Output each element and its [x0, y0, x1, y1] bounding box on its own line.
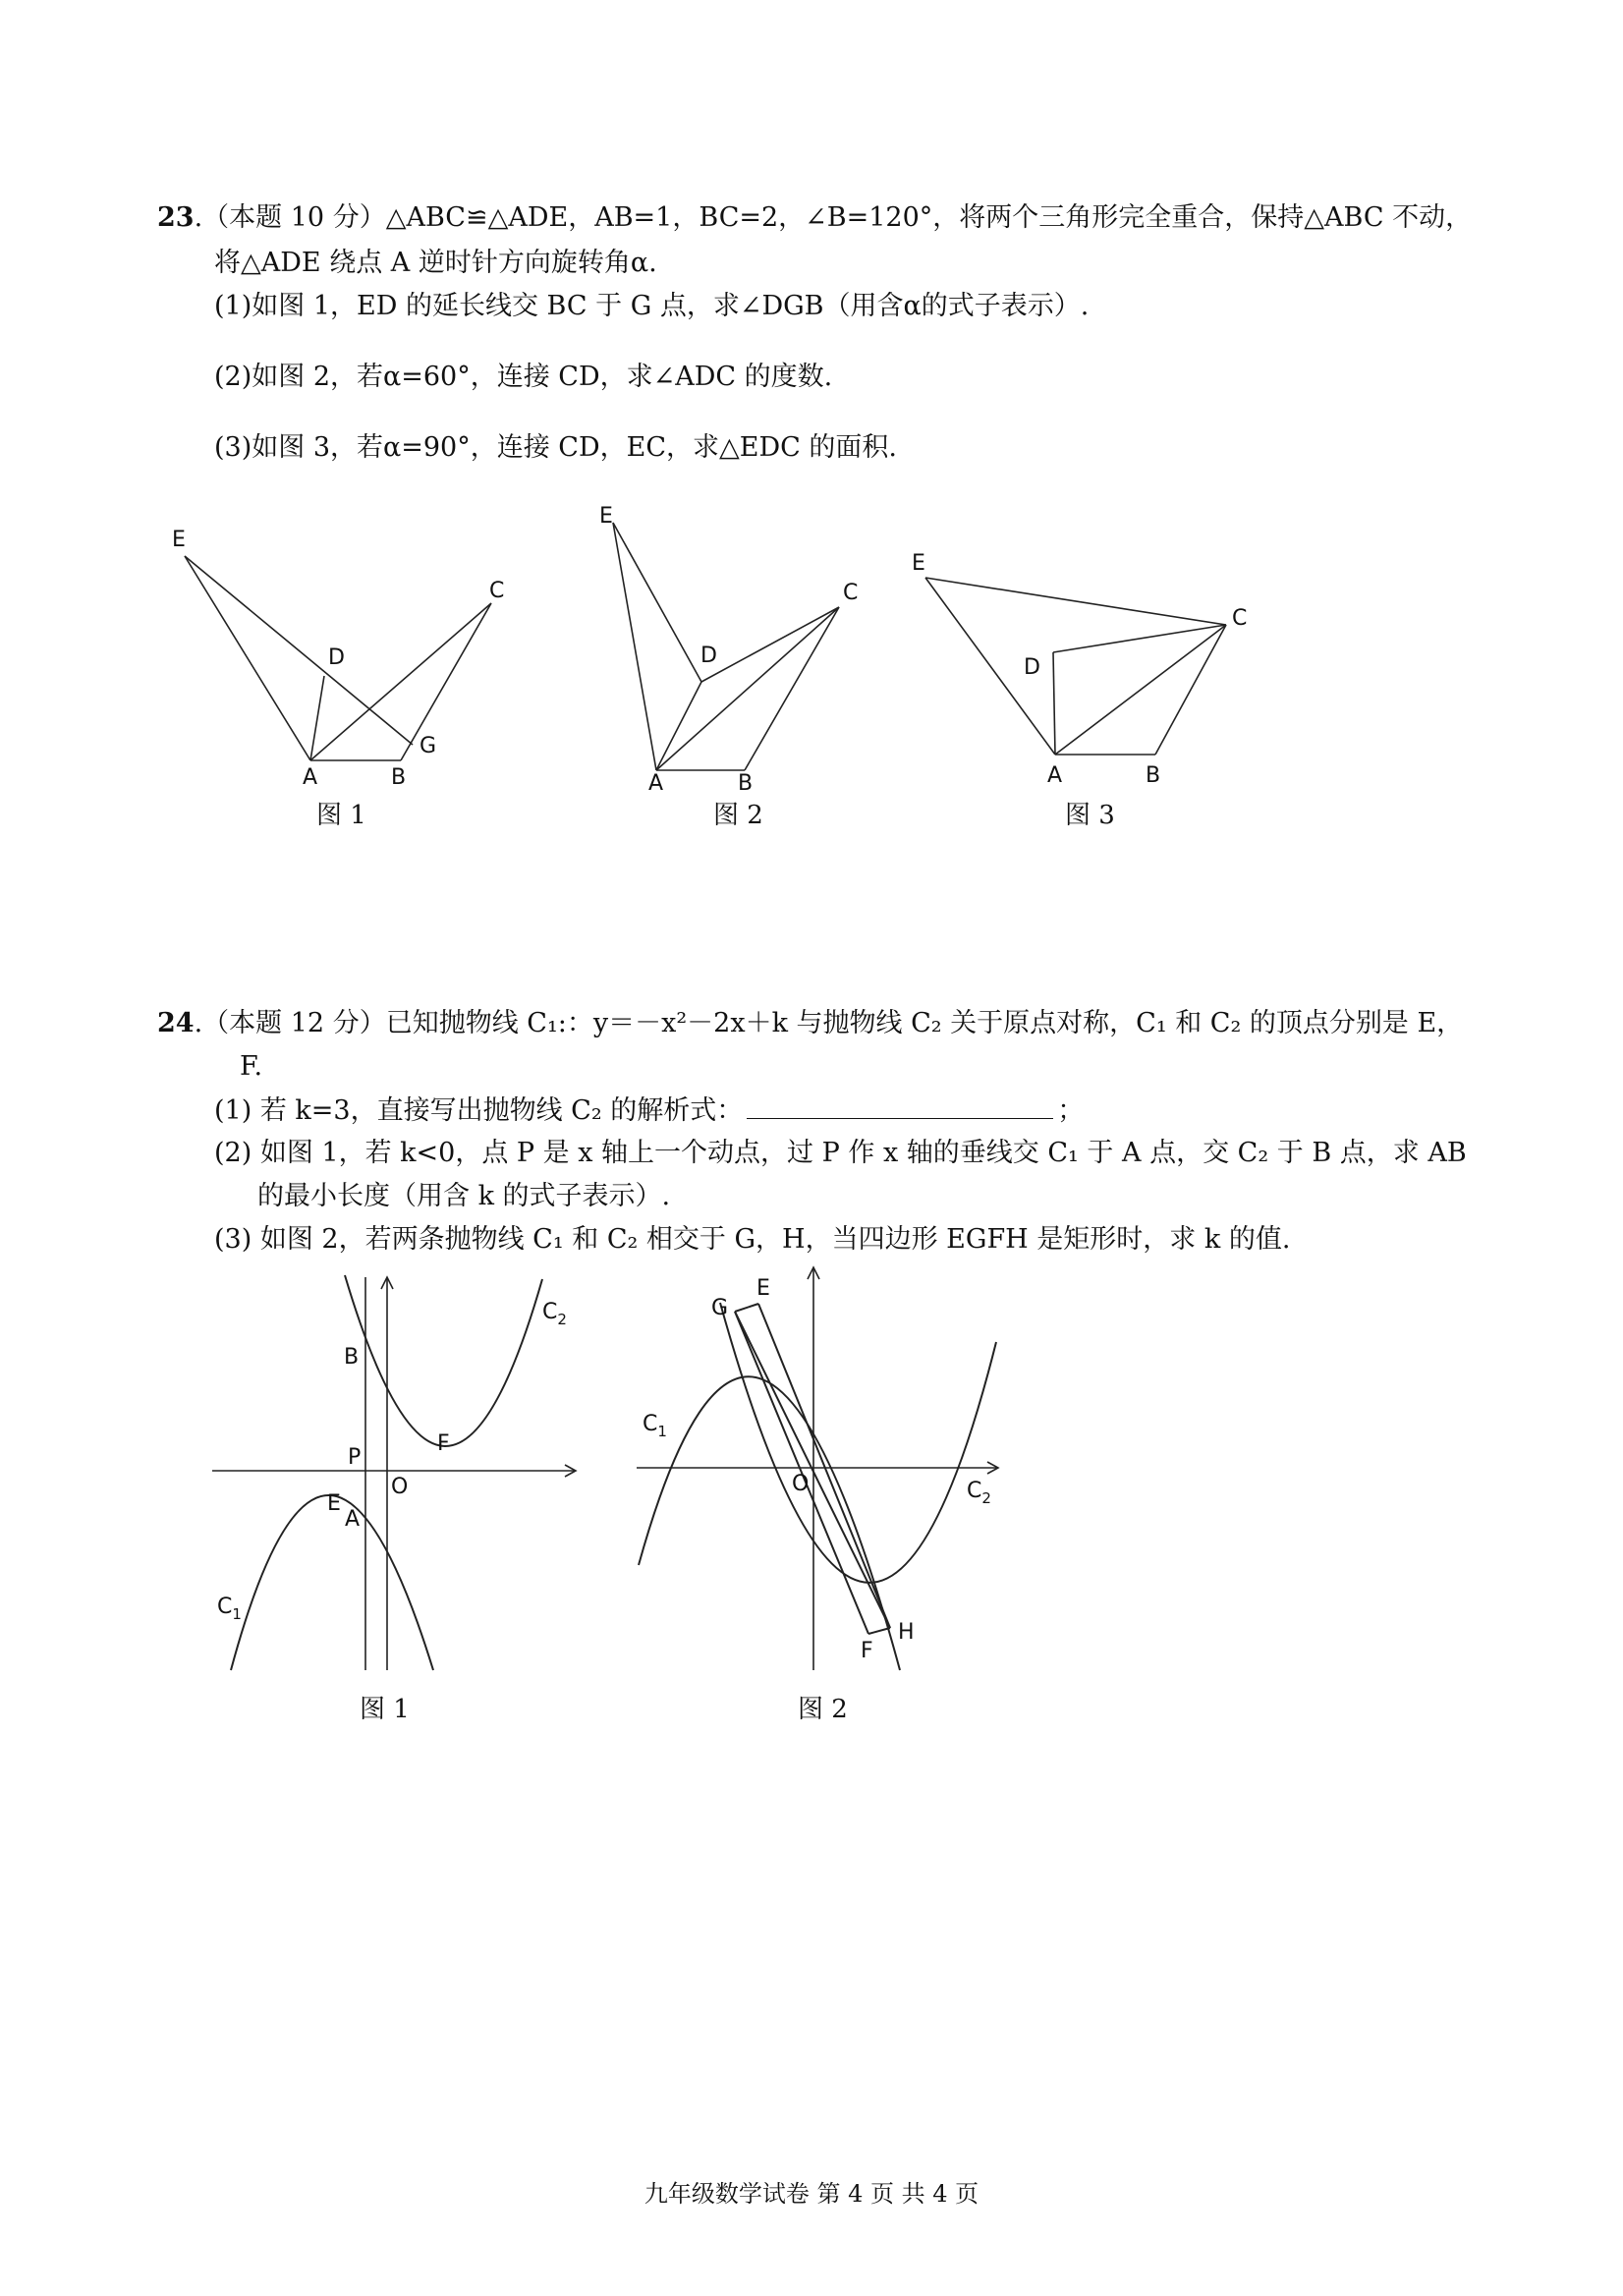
fig24-1-label-C1: $C_1$	[217, 1595, 242, 1623]
q24-part2b: 的最小长度（用含 k 的式子表示）.	[257, 1181, 671, 1211]
q23-stem2: 将△ADE 绕点 A 逆时针方向旋转角α.	[214, 248, 657, 278]
q24-part2a: (2) 如图 1，若 k<0，点 P 是 x 轴上一个动点，过 P 作 x 轴的垂线交 C₁ 于 A 点，交 C₂ 于 B 点，求 AB	[214, 1138, 1467, 1168]
fig24-1-label-F: F	[437, 1431, 450, 1456]
fig24-2-caption: 图 2	[798, 1695, 848, 1724]
fig24-2-label-C1: $C_1$	[643, 1412, 667, 1440]
q24-part1-end: ；	[1057, 1095, 1085, 1126]
fig24-1-label-A: A	[345, 1507, 361, 1532]
fig23-3-label-E: E	[912, 551, 925, 576]
q24-points: （本题 12 分）	[202, 1008, 386, 1038]
fig24-2-label-O: O	[792, 1472, 810, 1496]
fig23-3-label-B: B	[1146, 763, 1161, 788]
q24-fig2-axes	[637, 1267, 998, 1670]
q23-points: （本题 10 分）	[202, 202, 386, 233]
fig24-2-label-C2: $C_2$	[967, 1479, 991, 1507]
q24-part3: (3) 如图 2，若两条抛物线 C₁ 和 C₂ 相交于 G，H，当四边形 EGFH 是矩形时，求 k 的值.	[214, 1224, 1291, 1255]
fig24-1-label-P: P	[348, 1445, 362, 1470]
fig23-3-label-D: D	[1024, 655, 1040, 680]
fig23-3-label-A: A	[1047, 763, 1063, 788]
fig24-1-label-C2: $C_2$	[542, 1300, 567, 1328]
q23-stem-line1: 23.（本题 10 分）△ABC≌△ADE，AB=1，BC=2，∠B=120°，将两个三角形完全重合，保持△ABC 不动，	[157, 202, 1473, 233]
page-footer: 九年级数学试卷 第 4 页 共 4 页	[644, 2180, 979, 2208]
fig24-2-label-F: F	[861, 1639, 873, 1663]
fig23-1-label-A: A	[303, 765, 318, 790]
q23-part3: (3)如图 3，若α=90°，连接 CD，EC，求△EDC 的面积.	[214, 432, 897, 463]
fig24-1-label-O: O	[391, 1475, 409, 1499]
fig23-2-label-B: B	[738, 771, 754, 796]
q23-part2: (2)如图 2，若α=60°，连接 CD，求∠ADC 的度数.	[214, 362, 833, 392]
fig23-1-label-G: G	[420, 734, 437, 758]
fig23-1-label-E: E	[172, 528, 186, 552]
fig23-2-label-E: E	[599, 504, 613, 529]
q24-fig2-rectangle-EGFH	[735, 1304, 890, 1634]
q24-part1-text: (1) 若 k=3，直接写出抛物线 C₂ 的解析式：	[214, 1095, 744, 1126]
fig23-2-caption: 图 2	[713, 801, 763, 830]
q23-stem1: △ABC≌△ADE，AB=1，BC=2，∠B=120°，将两个三角形完全重合，保持△ABC 不动，	[385, 202, 1473, 233]
q24-number: 24	[157, 1008, 195, 1038]
fig23-3-label-C: C	[1232, 606, 1248, 631]
fig24-2-label-H: H	[898, 1620, 915, 1645]
fig23-1-caption: 图 1	[316, 801, 366, 830]
fig23-2-label-A: A	[648, 771, 664, 796]
fig23-1-label-C: C	[489, 579, 505, 603]
q24-fig1-curve-C2	[345, 1275, 542, 1446]
q24-stem2: F.	[240, 1051, 263, 1082]
q24-stem-line1: 24.（本题 12 分）已知抛物线 C₁:：y＝－x²－2x＋k 与抛物线 C₂ 关于原点对称，C₁ 和 C₂ 的顶点分别是 E，	[157, 1008, 1464, 1038]
fig23-2-label-D: D	[700, 644, 717, 668]
q23-number: 23	[157, 202, 195, 233]
fig24-1-caption: 图 1	[360, 1695, 410, 1724]
fig24-2-label-G: G	[711, 1296, 729, 1320]
fig23-1-label-B: B	[391, 765, 407, 790]
fig23-1-label-D: D	[328, 645, 345, 670]
fig24-1-label-B: B	[344, 1345, 360, 1370]
fig24-1-label-E: E	[327, 1491, 341, 1516]
q24-fig1-axes	[212, 1277, 576, 1670]
q24-fig2-curve-C1	[639, 1376, 900, 1670]
fig23-2-label-C: C	[843, 581, 859, 605]
fig24-2-label-E: E	[756, 1276, 770, 1301]
fig23-3-caption: 图 3	[1065, 801, 1115, 830]
q24-fig2-curve-C2	[720, 1303, 996, 1583]
q24-fig1-curve-C1	[231, 1495, 433, 1670]
q23-part1: (1)如图 1，ED 的延长线交 BC 于 G 点，求∠DGB（用含α的式子表示）.	[214, 291, 1090, 321]
q24-stem1: 已知抛物线 C₁:：y＝－x²－2x＋k 与抛物线 C₂ 关于原点对称，C₁ 和 C₂ 的顶点分别是 E，	[385, 1008, 1464, 1038]
